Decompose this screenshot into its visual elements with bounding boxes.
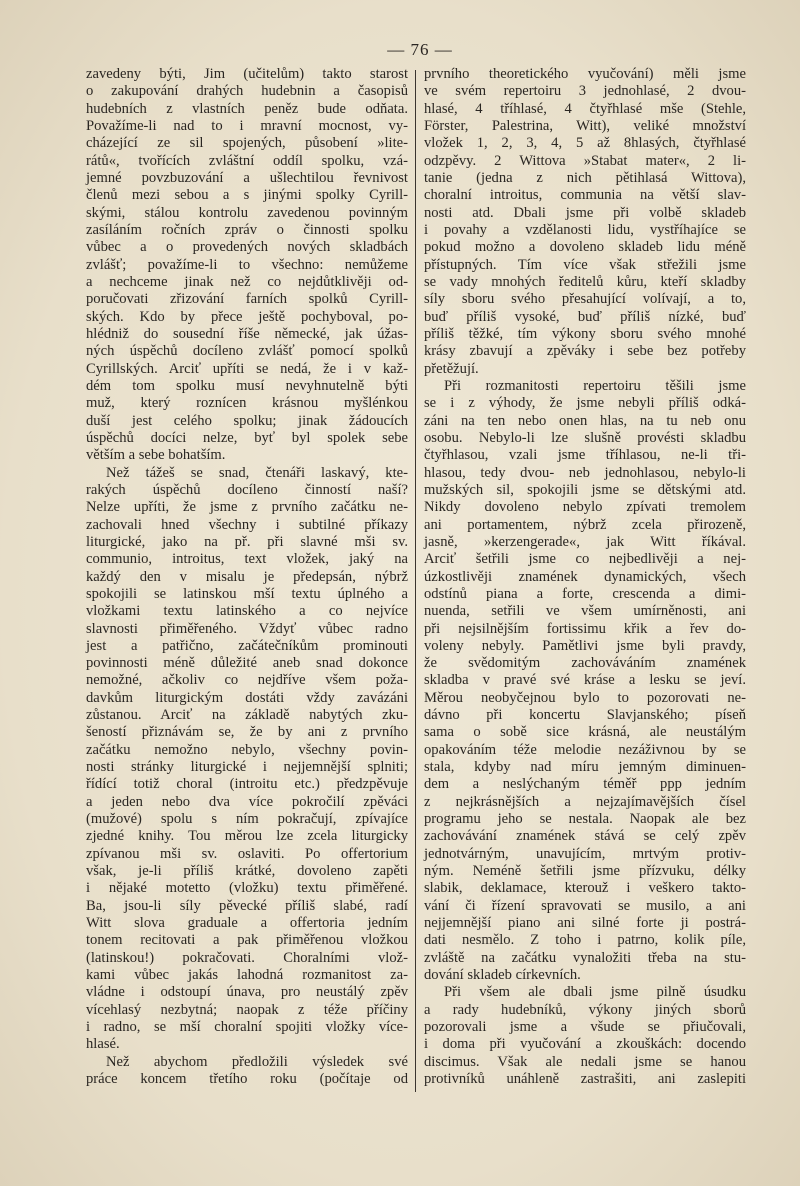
- text-line: jednotvárným, unavujícím, mrtvým protiv-: [424, 845, 746, 862]
- text-line: Witt slova graduale a offertoria jedním: [86, 915, 408, 932]
- text-line: zvláště na začátku vynaložiti třeba na stu-: [424, 949, 746, 966]
- text-line: práce koncem třetího roku (počítaje od: [86, 1071, 408, 1088]
- text-line: zpívanou mši sv. oslaviti. Po offertorium: [86, 845, 408, 862]
- text-line: členů mezi sebou a s jinými spolky Cyrill-: [86, 187, 408, 204]
- text-line: Považíme-li nad to i mravní mocnost, vy-: [86, 117, 408, 134]
- text-line: zvlášť; považíme-li to všechno: nemůžeme: [86, 256, 408, 273]
- text-line: hlasé, 4 tříhlasé, 4 čtyřhlasé mše (Stehle,: [424, 100, 746, 117]
- text-line: příliš těžké, tím výkony sboru svého mnohé: [424, 325, 746, 342]
- right-column: [424, 66, 746, 1088]
- text-line: slavnosti přiměřeného. Vždyť vůbec radno: [86, 620, 408, 637]
- text-line: ských. Kdo by přece ještě pochyboval, po-: [86, 308, 408, 325]
- text-line: spokojili se latinskou mší textu úplného a: [86, 585, 408, 602]
- text-line: i doma při vyučování a zkouškách: docendo: [424, 1036, 746, 1053]
- text-line: a rady hudebníků, výkony jiných sborů: [424, 1001, 746, 1018]
- text-line: každý den v misalu je předepsán, nýbrž: [86, 568, 408, 585]
- text-line: vícehlasý nezbytná; naopak z téže příčiny: [86, 1001, 408, 1018]
- text-line: při nejsilnějším fortissimu křik a řev do-: [424, 620, 746, 637]
- text-line: dování skladeb církevních.: [424, 967, 581, 984]
- text-line: přístupných. Tím více však střežili jsme: [424, 256, 746, 273]
- text-line: i nějaké motetto (vložku) textu přiměřené.: [86, 880, 408, 897]
- text-line: o zakupování drahých hudebnin a časopisů: [86, 83, 408, 100]
- text-line: úspěchů docíci nelze, byť byl spolek sebe: [86, 429, 408, 446]
- text-line: tonem recitovati a pak přiměřenou vložkou: [86, 932, 408, 949]
- text-line: liturgické, jako na př. při slavné mši sv.: [86, 533, 408, 550]
- text-line: jasně, »kerzengerade«, jak Witt říkával.: [424, 533, 746, 550]
- text-line: ných úspěchů docíleno zvlášť pomocí spolků: [86, 343, 408, 360]
- text-line: začátku nemožno nebylo, všechny povin-: [86, 741, 408, 758]
- text-line: Arciť šetřili jsme co nejbedlivěji a nej-: [424, 551, 746, 568]
- text-line: nosti stránky liturgické i nejjemnější splniti;: [86, 759, 408, 776]
- text-line: povinnosti méně důležité aneb snad dokonce: [86, 655, 408, 672]
- text-line: Než abychom předložili výsledek své: [106, 1053, 408, 1070]
- text-line: Nikdy dovoleno nebylo zpívati tremolem: [424, 499, 746, 516]
- text-line: nosti atd. Dbali jsme při volbě skladeb: [424, 204, 746, 221]
- text-line: ným. Neméně šetřili jsme přízvuku, délky: [424, 863, 746, 880]
- text-line: a nechceme jinak než co nejdůtklivěji od-: [86, 273, 408, 290]
- column-divider: [415, 70, 416, 1092]
- text-line: nemožné, ačkoliv co nejdříve všem poža-: [86, 672, 408, 689]
- text-line: programu jeho se nestala. Naopak ale bez: [424, 811, 746, 828]
- text-line: že svědomitým zachováváním znamének: [424, 655, 746, 672]
- text-line: rakých úspěchů docíleno činností naší?: [86, 481, 408, 498]
- text-line: dati nesmělo. Z toho i patrno, kolik píle,: [424, 932, 746, 949]
- text-line: Cyrillských. Arciť upříti se nedá, že i v kaž-: [86, 360, 408, 377]
- text-line: zasíláním ročních zpráv o činnosti spolku: [86, 221, 408, 238]
- text-line: poručovati zřizování farních spolků Cyrill-: [86, 291, 408, 308]
- text-line: větším a sebe bohatším.: [86, 447, 226, 464]
- text-line: zachovávání znamének stává se celý zpěv: [424, 828, 746, 845]
- text-line: pozorovali jsme a všude se přiučovali,: [424, 1019, 746, 1036]
- text-line: sama o sobě sice krásná, ale neustálým: [424, 724, 746, 741]
- text-line: šeností přiznávám se, že by ani z prvního: [86, 724, 408, 741]
- text-line: muž, který roznícen krásnou myšlénkou: [86, 395, 408, 412]
- text-line: nejjemnější piano ani silné forte ji postrá-: [424, 915, 746, 932]
- text-line: i povahy a vzdělanosti lidu, vystříhajíce se: [424, 221, 746, 238]
- text-line: Förster, Palestrina, Witt), veliké množství: [424, 117, 746, 134]
- text-line: záni na ten nebo onen hlas, na tu neb onu: [424, 412, 746, 429]
- text-line: dém tom spolku musí nevyhnutelně býti: [86, 377, 408, 394]
- text-line: jemné povzbuzování a ušlechtilou řevnivost: [86, 169, 408, 186]
- text-line: se vady mnohých ředitelů kůru, kteří skladby: [424, 273, 746, 290]
- text-line: odzpěvy. 2 Wittova »Stabat mater«, 2 li-: [424, 152, 746, 169]
- text-line: hudebních z vlastních peněz bude odňata.: [86, 100, 408, 117]
- text-line: i radno, se mší choralní spojiti vložky více-: [86, 1019, 408, 1036]
- text-line: hlasé.: [86, 1036, 120, 1053]
- text-line: Ba, jsou-li síly pěvecké příliš slabé, radí: [86, 897, 408, 914]
- text-line: zachovali hned všechny i subtilné příkazy: [86, 516, 408, 533]
- text-line: a jeden nebo dva více pokročilí zpěváci: [86, 793, 408, 810]
- text-line: síly sboru svého přesahující volívají, a to,: [424, 291, 746, 308]
- text-line: zavedeny býti, Jim (učitelům) takto starost: [86, 66, 408, 82]
- text-line: (latinskou!) pokračovati. Choralními vlož-: [86, 949, 408, 966]
- text-line: communio, introitus, text vložek, jaký na: [86, 551, 408, 568]
- text-line: ve svém repertoiru 3 jednohlasé, 2 dvou-: [424, 83, 746, 100]
- text-line: vání či řízení spravovati se musilo, a ani: [424, 897, 746, 914]
- text-line: cházející ze sil spojených, působení »lite-: [86, 135, 408, 152]
- text-line: však, je-li příliš krátké, dovoleno zapěti: [86, 863, 408, 880]
- text-line: z nejkrásnějších a nejzajímavějších čísel: [424, 793, 746, 810]
- text-line: čtyřhlasou, vzali jsme tříhlasou, ne-li tři-: [424, 447, 746, 464]
- text-line: jest a patřično, začátečníkům prominouti: [86, 637, 408, 654]
- text-line: dem a neslýchaným téměř ppp jedním: [424, 776, 746, 793]
- text-line: odstínů piana a forte, crescenda a dimi-: [424, 585, 746, 602]
- text-line: hlasou, tedy dvou- neb jednohlasou, nebylo-li: [424, 464, 746, 481]
- text-line: vládne i odstoupí únava, pro neustálý zpěv: [86, 984, 408, 1001]
- text-line: slabik, deklamace, kterouž i veškero takto-: [424, 880, 746, 897]
- text-line: vůbec a o provedených nových skladbách: [86, 239, 408, 256]
- text-line: (mužové) spolu s ním pokračují, zpívajíce: [86, 811, 408, 828]
- page-number: — 76 —: [387, 40, 453, 59]
- text-line: tanie (jedna z nich pětihlasá Wittova),: [424, 169, 746, 186]
- text-line: discimus. Však ale nedali jsme se hanou: [424, 1053, 746, 1070]
- text-line: rátů«, tvořících zvláštní oddíl spolku, vzá-: [86, 152, 408, 169]
- text-line: buď příliš vysoké, buď příliš nízké, buď: [424, 308, 746, 325]
- text-line: krásy zbavují a zpěváky i sebe bez potřeby: [424, 343, 746, 360]
- text-line: Při rozmanitosti repertoiru těšili jsme: [444, 377, 746, 394]
- text-line: osobu. Nebylo-li lze slušně provésti skladbu: [424, 429, 746, 446]
- text-line: vložkami textu latinského a co nejvíce: [86, 603, 408, 620]
- text-line: voleny nebyly. Pamětlivi jsme byli pravdy,: [424, 637, 746, 654]
- text-line: dávno při koncertu Slavjanského; píseň: [424, 707, 746, 724]
- text-line: opakováním téže melodie nezáživnou by se: [424, 741, 746, 758]
- text-line: pokud možno a dovoleno skladeb lidu méně: [424, 239, 746, 256]
- text-line: kami vůbec jakás lahodná rozmanitost za-: [86, 967, 408, 984]
- text-line: řídící totiž choral (introitu etc.) předzpěvuje: [86, 776, 408, 793]
- text-line: úzkostlivěji znamének dynamických, všech: [424, 568, 746, 585]
- text-line: zjedné knihy. Tou měrou lze zcela liturgicky: [86, 828, 408, 845]
- text-line: se i z výhody, že jsme nebyli příliš odká-: [424, 395, 746, 412]
- text-line: hlédniž do sousední říše německé, jak úžas-: [86, 325, 408, 342]
- text-line: skladba v pravé své kráse a lesku se jeví.: [424, 672, 746, 689]
- text-line: davkům liturgickým dostáti vždy zavázáni: [86, 689, 408, 706]
- text-line: ani portamentem, nýbrž zcela přirozeně,: [424, 516, 746, 533]
- text-line: zůstanou. Arciť na základě nabytých zku-: [86, 707, 408, 724]
- text-line: prvního theoretického vyučování) měli jsme: [424, 66, 746, 82]
- text-line: Měrou neobyčejnou bylo to pozorovati ne-: [424, 689, 746, 706]
- text-line: Nelze upříti, že jsme z prvního začátku ne-: [86, 499, 408, 516]
- text-line: choralní introitus, communia na větší slav-: [424, 187, 746, 204]
- text-line: nuenda, setřili ve všem umírněnosti, ani: [424, 603, 746, 620]
- text-line: Při všem ale dbali jsme pilně úsudku: [444, 984, 746, 1001]
- text-line: přetěžují.: [424, 360, 479, 377]
- left-column: [86, 66, 408, 1088]
- text-line: Než tážeš se snad, čtenáři laskavý, kte-: [106, 464, 408, 481]
- text-line: skými, stálou kontrolu zavedenou povinným: [86, 204, 408, 221]
- text-line: stala, kdyby nad míru jemným diminuen-: [424, 759, 746, 776]
- text-line: vložek 1, 2, 3, 4, 5 až 8hlasých, čtyřhlasé: [424, 135, 746, 152]
- text-line: mužských sil, spokojili jsme se dětskými atd.: [424, 481, 746, 498]
- text-line: protivníků unáhleně zastrašiti, ani zaslepiti: [424, 1071, 746, 1088]
- text-line: duší jest celého spolku; jinak žádoucích: [86, 412, 408, 429]
